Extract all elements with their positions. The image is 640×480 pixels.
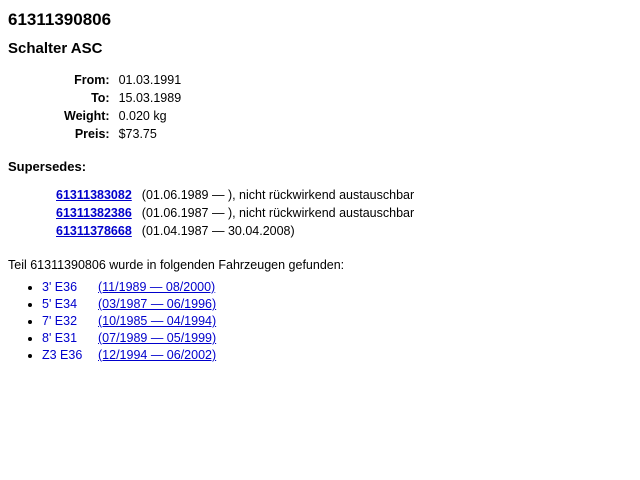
found-in-text: Teil 61311390806 wurde in folgenden Fahrzeugen gefunden:	[8, 258, 345, 272]
supersede-link-cell	[56, 186, 142, 204]
supersede-link-cell	[56, 222, 142, 240]
table-row	[56, 222, 414, 240]
vehicle-name: 3' E36	[42, 280, 78, 294]
spec-value-to: 15.03.1989	[118, 91, 182, 105]
table-row	[56, 204, 414, 222]
spec-value-price: $73.75	[118, 127, 157, 141]
spec-label-weight: Weight:	[64, 109, 110, 123]
spec-label-to: To:	[91, 91, 110, 105]
supersede-part-link[interactable]: 61311383082	[56, 188, 132, 202]
list-item	[42, 314, 632, 328]
table-row	[64, 71, 181, 89]
vehicle-range: (03/1987 — 06/1996)	[98, 297, 217, 311]
vehicle-range: (11/1989 — 08/2000)	[98, 280, 216, 294]
vehicle-link[interactable]	[42, 331, 216, 345]
supersede-part-link[interactable]: 61311382386	[56, 206, 132, 220]
table-row	[64, 107, 181, 125]
supersede-note: (01.06.1989 — ), nicht rückwirkend austauschbar	[141, 188, 415, 202]
supersedes-table	[56, 186, 414, 240]
vehicle-list	[8, 280, 632, 362]
vehicle-name: 7' E32	[42, 314, 78, 328]
supersede-part-link[interactable]: 61311378668	[56, 224, 132, 238]
vehicle-link[interactable]	[42, 280, 215, 294]
spec-table	[64, 71, 181, 143]
table-row	[56, 186, 414, 204]
spec-label-price: Preis:	[74, 127, 110, 141]
vehicle-link[interactable]	[42, 314, 216, 328]
list-item	[42, 280, 632, 294]
table-row	[64, 125, 181, 143]
list-item	[42, 297, 632, 311]
vehicle-link[interactable]	[42, 297, 216, 311]
vehicle-range: (10/1985 — 04/1994)	[98, 314, 217, 328]
spec-value-weight: 0.020 kg	[118, 109, 167, 123]
spec-label-from: From:	[74, 73, 110, 87]
list-item	[42, 348, 632, 362]
part-subtitle: Schalter ASC	[8, 40, 103, 57]
vehicle-name: 5' E34	[42, 297, 78, 311]
list-item	[42, 331, 632, 345]
page-title: 61311390806	[8, 10, 112, 29]
supersede-link-cell	[56, 204, 142, 222]
spec-value-from: 01.03.1991	[118, 73, 182, 87]
vehicle-range: (07/1989 — 05/1999)	[98, 331, 217, 345]
vehicle-name: 8' E31	[42, 331, 78, 345]
vehicle-range: (12/1994 — 06/2002)	[98, 348, 217, 362]
table-row	[64, 89, 181, 107]
vehicle-name: Z3 E36	[42, 348, 83, 362]
supersedes-heading: Supersedes:	[8, 159, 87, 174]
vehicle-link[interactable]	[42, 348, 216, 362]
supersede-note: (01.04.1987 — 30.04.2008)	[141, 224, 295, 238]
supersede-note: (01.06.1987 — ), nicht rückwirkend austauschbar	[141, 206, 415, 220]
